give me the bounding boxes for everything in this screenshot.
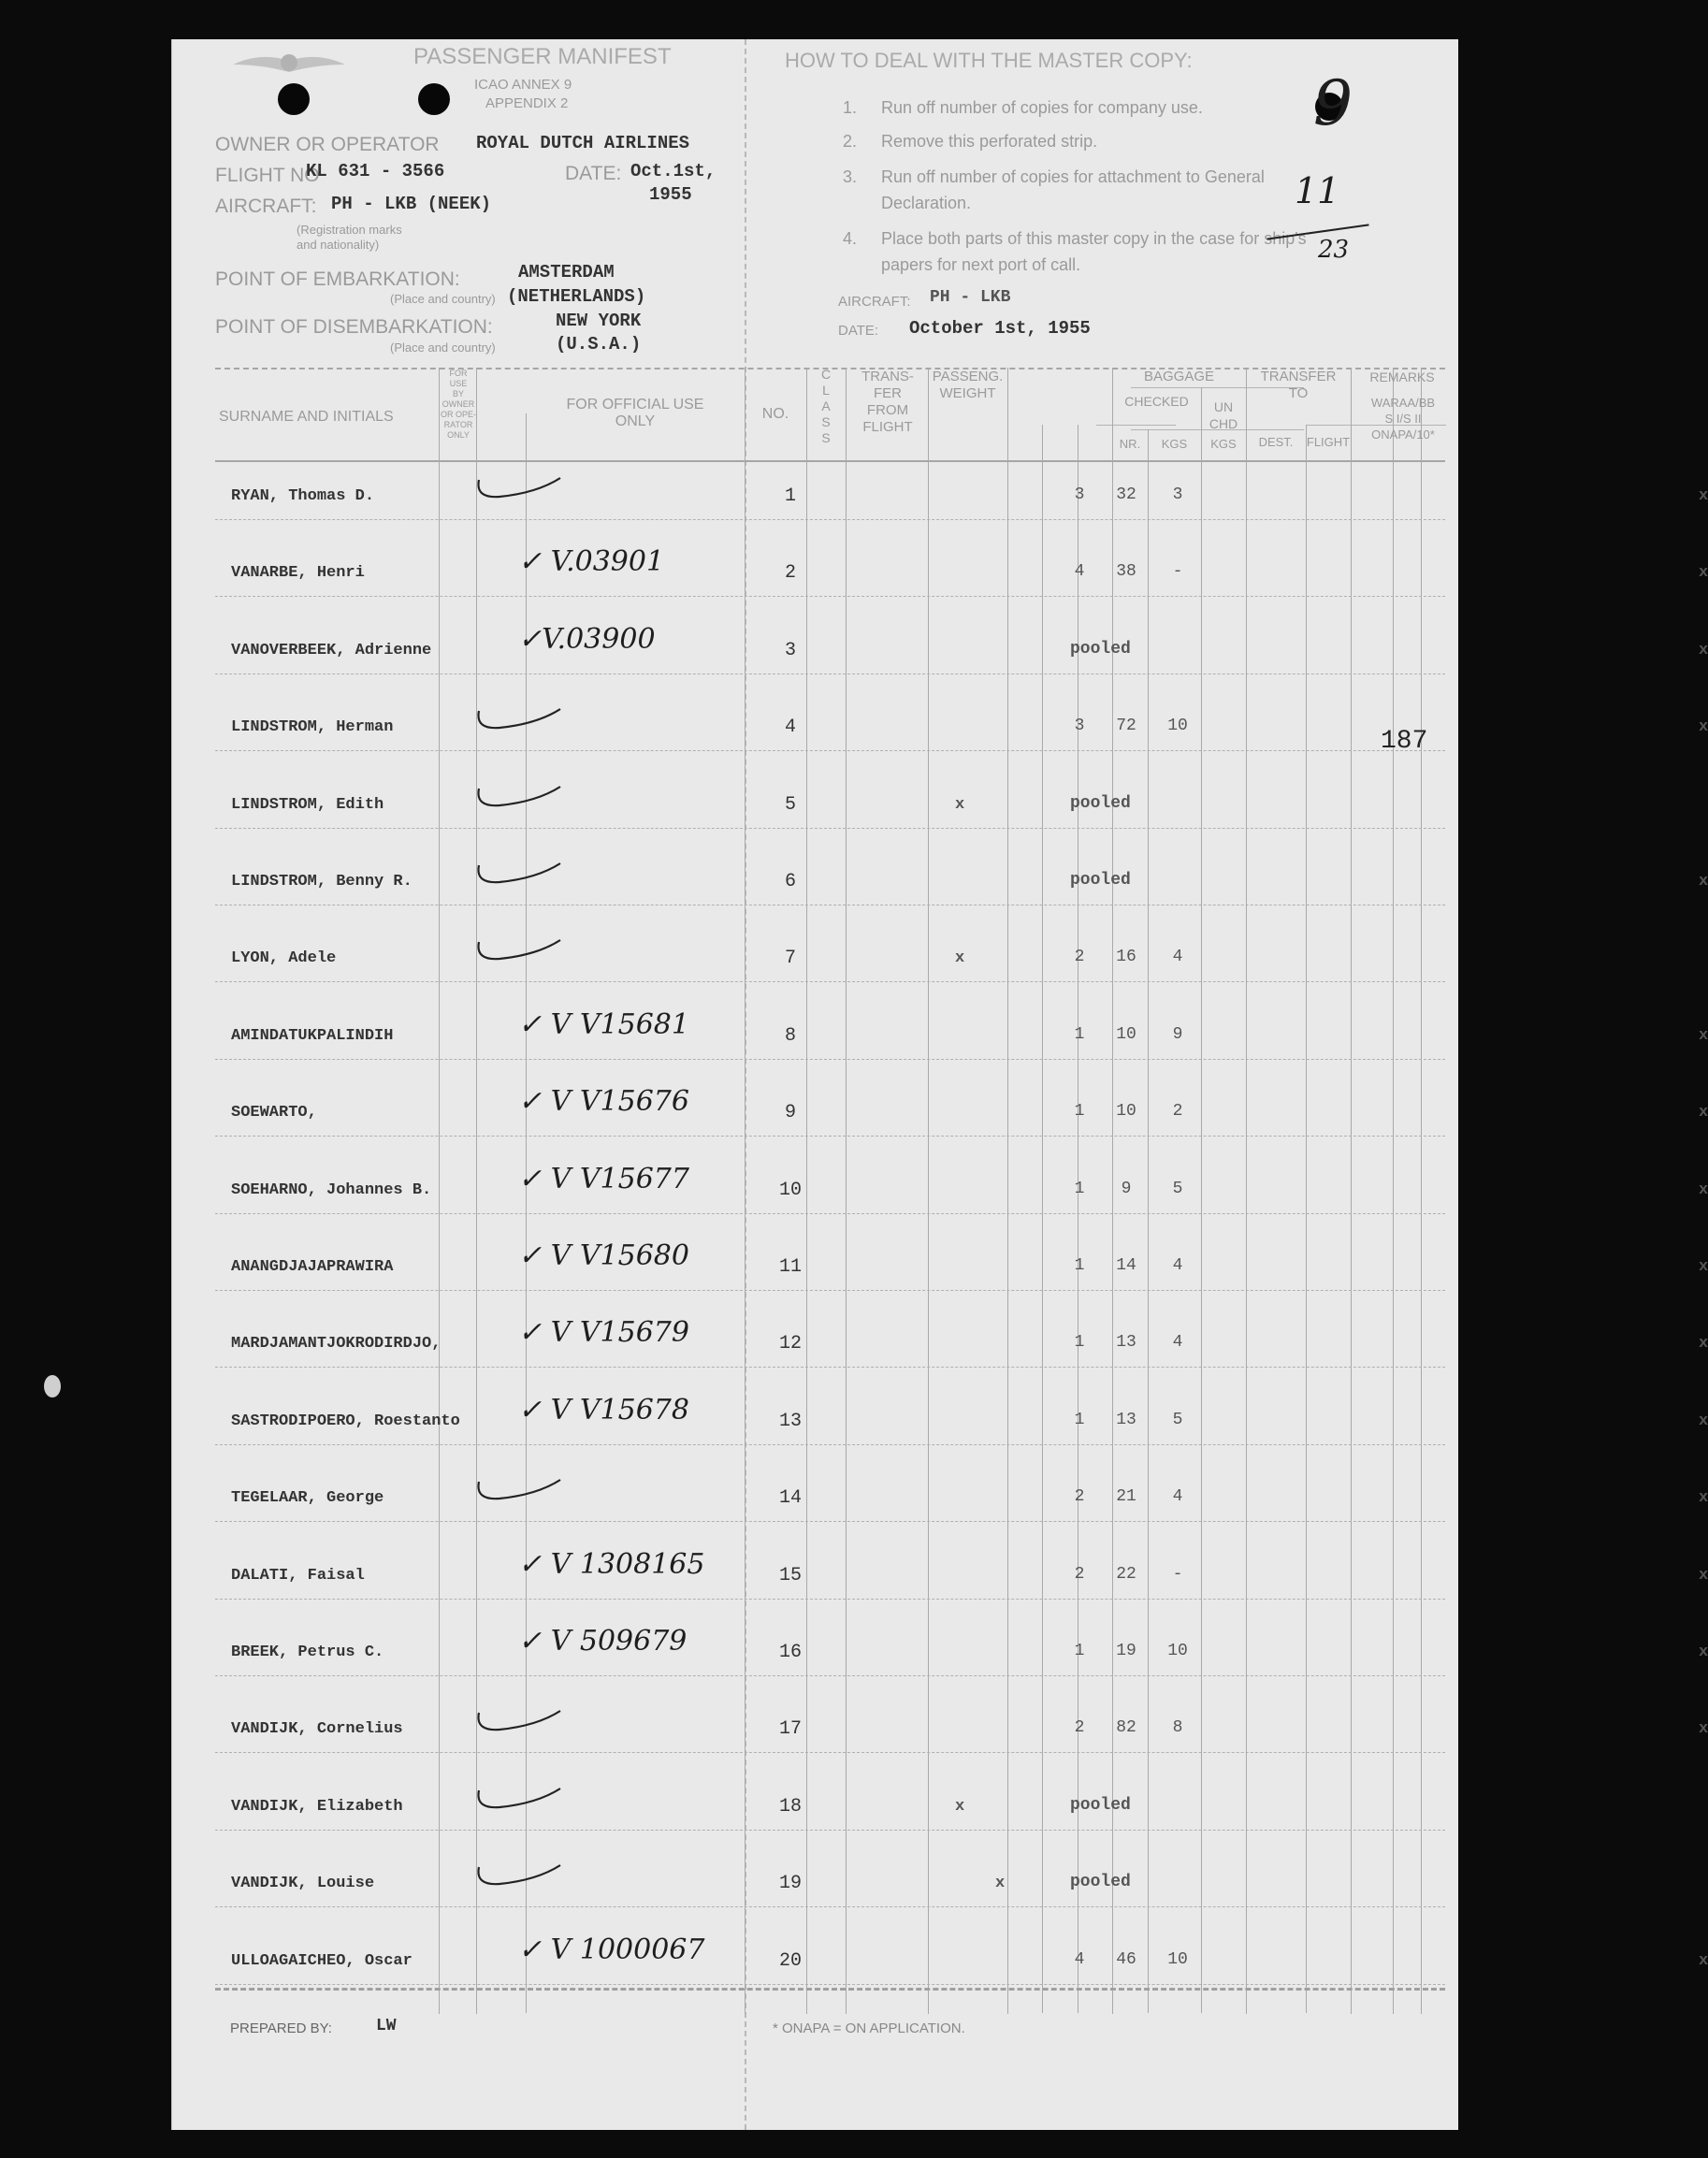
passenger-number: 20 <box>778 1949 802 1972</box>
passenger-row <box>172 1783 1458 1835</box>
table-bottom-rule <box>215 1988 1445 1991</box>
header-checked: CHECKED <box>1124 394 1189 409</box>
header-official-use: FOR OFFICIAL USE ONLY <box>566 397 704 429</box>
disembark-label: POINT OF DISEMBARKATION: <box>215 316 493 338</box>
baggage-kgs: 9 <box>1121 1179 1132 1198</box>
check-tick-icon <box>471 858 565 895</box>
unchecked-kgs: 5 <box>1172 1410 1183 1429</box>
passenger-number: 7 <box>784 948 796 970</box>
row-separator <box>215 1906 1445 1907</box>
passenger-number: 12 <box>778 1333 802 1355</box>
baggage-pieces: 1 <box>1074 1024 1085 1044</box>
airline-wings-icon <box>228 44 350 91</box>
passenger-name: TEGELAAR, George <box>231 1489 384 1508</box>
passenger-number: 17 <box>778 1718 802 1741</box>
date-value: Oct.1st, <box>630 161 716 181</box>
passenger-name: VANOVERBEEK, Adrienne <box>231 641 432 659</box>
weight-mark: x <box>1699 1489 1708 1508</box>
passenger-number: 16 <box>778 1642 802 1663</box>
baggage-kgs: 14 <box>1116 1256 1136 1275</box>
passenger-name: LYON, Adele <box>231 949 337 968</box>
weight-mark: x <box>1699 1180 1708 1199</box>
row-separator <box>215 1290 1445 1291</box>
unchecked-kgs: 8 <box>1172 1718 1183 1738</box>
check-tick-icon <box>471 1860 565 1897</box>
passenger-number: 4 <box>784 717 796 739</box>
row-separator <box>215 1599 1445 1600</box>
baggage-pieces: 4 <box>1074 562 1085 582</box>
embark-label: POINT OF EMBARKATION: <box>215 268 460 290</box>
check-tick-icon <box>471 1474 565 1512</box>
instruction-date-label: DATE: <box>838 323 879 339</box>
row-separator <box>215 1675 1445 1676</box>
instruction-number: 2. <box>843 132 858 151</box>
header-owner-use: FOR USE BY OWNER OR OPE- RATOR ONLY <box>441 369 477 440</box>
flight-label: FLIGHT NO <box>215 165 320 186</box>
punch-hole <box>418 83 450 115</box>
baggage-pieces: 1 <box>1074 1410 1085 1429</box>
row-separator <box>215 1367 1445 1368</box>
official-check-mark: ✓ V V15680 <box>518 1239 689 1272</box>
row-separator <box>215 1984 1445 1985</box>
owner-value: ROYAL DUTCH AIRLINES <box>476 133 690 153</box>
unchecked-kgs: 4 <box>1172 1487 1183 1507</box>
baggage-pieces: 2 <box>1074 1718 1085 1738</box>
weight-mark: x <box>1699 1026 1708 1045</box>
weight-mark: x <box>1699 564 1708 583</box>
header-passenger-weight: PASSENG. WEIGHT <box>932 369 1004 401</box>
check-tick-icon <box>471 703 565 741</box>
passenger-name: AMINDATUKPALINDIH <box>231 1026 394 1045</box>
baggage-kgs: 46 <box>1116 1949 1136 1969</box>
header-remarks-codes: WARAA/BB S I/S II ONAPA/10* <box>1370 396 1436 442</box>
weight-mark: x <box>955 1797 965 1816</box>
header-unchecked: UN CHD <box>1209 399 1238 431</box>
passenger-row <box>172 1547 1708 1604</box>
baggage-kgs: 32 <box>1116 485 1136 504</box>
official-check-mark: ✓ V V15681 <box>518 1007 689 1041</box>
weight-mark: x <box>1699 1335 1708 1354</box>
check-tick-icon <box>471 934 565 972</box>
corner-handwriting: 23 <box>1318 236 1350 264</box>
check-tick-icon <box>471 781 565 818</box>
passenger-row <box>172 545 1708 601</box>
passenger-name: ULLOAGAICHEO, Oscar <box>231 1951 413 1970</box>
passenger-name: LINDSTROM, Benny R. <box>231 873 413 891</box>
passenger-number: 10 <box>778 1179 802 1201</box>
corner-handwriting: 11 <box>1295 170 1340 211</box>
passenger-row <box>172 781 1458 833</box>
passenger-name: SOEHARNO, Johannes B. <box>231 1180 432 1199</box>
official-check-mark: ✓V.03900 <box>518 622 656 656</box>
unchecked-kgs: 9 <box>1172 1024 1183 1044</box>
aircraft-label: AIRCRAFT: <box>215 196 317 217</box>
passenger-row <box>172 1007 1708 1065</box>
passenger-name: BREEK, Petrus C. <box>231 1644 384 1661</box>
header-kgs: KGS <box>1161 437 1188 451</box>
passenger-number: 5 <box>784 793 796 816</box>
weight-mark: x <box>1699 487 1708 505</box>
baggage-kgs: 19 <box>1116 1642 1136 1660</box>
passenger-row <box>172 1162 1708 1219</box>
passenger-row <box>172 1933 1708 1990</box>
baggage-pooled: pooled <box>1070 871 1131 890</box>
instruction-text: Declaration. <box>881 194 972 212</box>
date-label: DATE: <box>565 163 622 184</box>
baggage-pieces: 2 <box>1074 948 1085 967</box>
passenger-number: 19 <box>778 1873 802 1895</box>
official-check-mark: ✓ V V15678 <box>518 1393 689 1427</box>
weight-mark: x <box>1699 1644 1708 1661</box>
passenger-row <box>172 1860 1458 1912</box>
weight-mark: x <box>955 949 965 968</box>
registration-note: (Registration marks <box>297 223 402 237</box>
header-kgs-unchecked: KGS <box>1210 437 1237 451</box>
baggage-pieces: 3 <box>1074 485 1085 504</box>
owner-label: OWNER OR OPERATOR <box>215 134 440 155</box>
passenger-name: VANDIJK, Louise <box>231 1875 375 1893</box>
weight-mark: x <box>1699 1104 1708 1122</box>
passenger-name: VANDIJK, Cornelius <box>231 1720 403 1739</box>
baggage-pooled: pooled <box>1070 1873 1131 1892</box>
row-separator <box>215 596 1445 597</box>
passenger-number: 2 <box>784 562 796 585</box>
instruction-number: 4. <box>843 229 858 248</box>
passenger-number: 8 <box>784 1024 796 1047</box>
passenger-name: MARDJAMANTJOKRODIRDJO, <box>231 1335 441 1354</box>
weight-mark: x <box>1699 1951 1708 1970</box>
unchecked-kgs: 10 <box>1167 717 1188 736</box>
passenger-row <box>172 1393 1708 1450</box>
passenger-number: 6 <box>784 871 796 892</box>
passenger-name: VANDIJK, Elizabeth <box>231 1797 403 1816</box>
row-separator <box>215 673 1445 674</box>
official-check-mark: ✓ V V15679 <box>518 1316 689 1350</box>
passenger-row <box>172 1625 1708 1681</box>
corner-handwriting: 9 <box>1313 67 1353 139</box>
row-separator <box>215 981 1445 982</box>
check-tick-icon <box>471 1705 565 1743</box>
baggage-pieces: 3 <box>1074 717 1085 736</box>
weight-mark: x <box>1699 718 1708 737</box>
instruction-text: Run off number of copies for attachment to General <box>881 167 1265 186</box>
prepared-by-label: PREPARED BY: <box>230 2020 332 2036</box>
passenger-row <box>172 1316 1708 1372</box>
unchecked-kgs: - <box>1172 1564 1183 1584</box>
header-transfer-to: TRANSFER TO <box>1260 369 1337 401</box>
row-separator <box>215 1444 1445 1445</box>
weight-mark: x <box>1699 873 1708 891</box>
instruction-date-value: October 1st, 1955 <box>909 318 1091 339</box>
unchecked-kgs: 4 <box>1172 1256 1183 1275</box>
weight-mark: x <box>1699 1566 1708 1585</box>
instructions-title: HOW TO DEAL WITH THE MASTER COPY: <box>785 49 1193 72</box>
baggage-pieces: 2 <box>1074 1564 1085 1584</box>
official-check-mark: ✓ V 1000067 <box>518 1933 705 1966</box>
row-separator <box>215 519 1445 520</box>
prepared-by-value: LW <box>376 2017 397 2035</box>
official-check-mark: ✓ V.03901 <box>518 545 665 579</box>
baggage-pieces: 1 <box>1074 1642 1085 1660</box>
instruction-text: Place both parts of this master copy in the case for ship's <box>881 229 1307 248</box>
header-dest: DEST. <box>1258 435 1294 449</box>
annex-label: ICAO ANNEX 9 <box>474 77 572 93</box>
passenger-row <box>172 1085 1708 1141</box>
baggage-pooled: pooled <box>1070 793 1131 813</box>
baggage-kgs: 13 <box>1116 1333 1136 1353</box>
baggage-pieces: 1 <box>1074 1256 1085 1275</box>
weight-header-rule <box>1096 425 1176 426</box>
passenger-row <box>172 1705 1708 1758</box>
header-surname: SURNAME AND INITIALS <box>219 409 394 425</box>
instruction-text: Run off number of copies for company use. <box>881 98 1203 117</box>
unchecked-kgs: 10 <box>1167 1642 1188 1660</box>
margin-mark <box>44 1375 61 1398</box>
row-separator <box>215 1521 1445 1522</box>
row-separator <box>215 1213 1445 1214</box>
passenger-name: SOEWARTO, <box>231 1104 317 1122</box>
weight-mark: x <box>1699 1412 1708 1430</box>
passenger-name: LINDSTROM, Herman <box>231 718 394 737</box>
passenger-row <box>172 703 1708 756</box>
instruction-text: Remove this perforated strip. <box>881 132 1098 151</box>
flight-value: KL 631 - 3566 <box>306 161 445 181</box>
official-check-mark: ✓ V 1308165 <box>518 1547 705 1581</box>
weight-mark: x <box>1699 641 1708 659</box>
baggage-pieces: 1 <box>1074 1102 1085 1122</box>
row-separator <box>215 1136 1445 1137</box>
baggage-kgs: 21 <box>1116 1487 1136 1507</box>
unchecked-kgs: 3 <box>1172 485 1183 504</box>
passenger-name: ANANGDJAJAPRAWIRA <box>231 1258 394 1276</box>
passenger-number: 15 <box>778 1564 802 1586</box>
baggage-pooled: pooled <box>1070 639 1131 659</box>
unchecked-kgs: 4 <box>1172 1333 1183 1353</box>
instruction-text: papers for next port of call. <box>881 255 1081 274</box>
passenger-number: 14 <box>778 1487 802 1510</box>
passenger-name: RYAN, Thomas D. <box>231 487 375 505</box>
weight-mark: x <box>1699 1258 1708 1276</box>
header-nr: NR. <box>1119 437 1141 451</box>
check-tick-icon <box>471 1783 565 1820</box>
header-class: C L A S S <box>820 367 832 445</box>
row-separator <box>215 1830 1445 1831</box>
manifest-sheet <box>171 39 1708 2130</box>
disembark-note: (Place and country) <box>390 340 496 355</box>
passenger-row <box>172 1474 1708 1527</box>
unchecked-kgs: 5 <box>1172 1179 1183 1198</box>
instruction-aircraft-label: AIRCRAFT: <box>838 294 911 310</box>
passenger-number: 1 <box>784 485 796 507</box>
passenger-number: 18 <box>778 1795 802 1818</box>
remarks-number: 187 <box>1381 727 1428 756</box>
unchecked-kgs: 2 <box>1172 1102 1183 1122</box>
table-header-bottom-rule <box>215 460 1445 462</box>
header-no: NO. <box>761 406 789 422</box>
passenger-name: VANARBE, Henri <box>231 564 365 583</box>
baggage-pieces: 1 <box>1074 1179 1085 1198</box>
disembark-value: NEW YORK <box>556 311 642 331</box>
baggage-kgs: 82 <box>1116 1718 1136 1738</box>
passenger-name: LINDSTROM, Edith <box>231 795 384 814</box>
header-remarks: REMARKS <box>1369 369 1435 384</box>
onapa-note: * ONAPA = ON APPLICATION. <box>773 2020 965 2036</box>
passenger-number: 13 <box>778 1410 802 1432</box>
baggage-pieces: 2 <box>1074 1487 1085 1507</box>
passenger-row <box>172 472 1708 525</box>
instruction-number: 3. <box>843 167 858 186</box>
appendix-label: APPENDIX 2 <box>485 95 569 111</box>
aircraft-value: PH - LKB (NEEK) <box>331 194 492 214</box>
date-year: 1955 <box>649 184 692 205</box>
baggage-kgs: 22 <box>1116 1564 1136 1584</box>
weight-mark: x <box>1699 1720 1708 1739</box>
baggage-kgs: 10 <box>1116 1102 1136 1122</box>
embark-country: (NETHERLANDS) <box>507 286 646 307</box>
row-separator <box>215 750 1445 751</box>
passenger-row <box>172 934 1458 987</box>
official-check-mark: ✓ V V15676 <box>518 1085 689 1119</box>
header-flight: FLIGHT <box>1306 435 1351 449</box>
official-check-mark: ✓ V V15677 <box>518 1162 689 1195</box>
header-transfer-from: TRANS- FER FROM FLIGHT <box>861 369 914 435</box>
weight-mark: x <box>995 1875 1006 1893</box>
embark-note: (Place and country) <box>390 292 496 306</box>
embark-value: AMSTERDAM <box>518 262 615 282</box>
row-separator <box>215 828 1445 829</box>
unchecked-kgs: - <box>1172 562 1183 582</box>
row-separator <box>215 1059 1445 1060</box>
manifest-title: PASSENGER MANIFEST <box>413 44 672 69</box>
passenger-number: 3 <box>784 639 796 661</box>
baggage-pieces: 1 <box>1074 1333 1085 1353</box>
baggage-kgs: 38 <box>1116 562 1136 582</box>
check-tick-icon <box>471 472 565 510</box>
unchecked-kgs: 10 <box>1167 1949 1188 1969</box>
header-baggage: BAGGAGE <box>1143 369 1215 384</box>
baggage-kgs: 10 <box>1116 1024 1136 1044</box>
passenger-name: DALATI, Faisal <box>231 1566 365 1585</box>
baggage-kgs: 16 <box>1116 948 1136 967</box>
baggage-kgs: 13 <box>1116 1410 1136 1429</box>
passenger-number: 9 <box>784 1102 796 1124</box>
passenger-row <box>172 622 1708 679</box>
baggage-kgs: 72 <box>1116 717 1136 736</box>
official-check-mark: ✓ V 509679 <box>518 1625 688 1658</box>
passenger-name: SASTRODIPOERO, Roestanto <box>231 1412 460 1430</box>
baggage-pooled: pooled <box>1070 1795 1131 1815</box>
instruction-aircraft-value: PH - LKB <box>930 288 1011 307</box>
passenger-number: 11 <box>778 1256 802 1278</box>
unchecked-kgs: 4 <box>1172 948 1183 967</box>
passenger-row <box>172 1239 1708 1296</box>
instruction-number: 1. <box>843 98 858 117</box>
baggage-pieces: 4 <box>1074 1949 1085 1969</box>
row-separator <box>215 1752 1445 1753</box>
registration-note: and nationality) <box>297 238 380 252</box>
passenger-row <box>172 858 1708 910</box>
disembark-country: (U.S.A.) <box>556 334 642 355</box>
weight-mark: x <box>955 795 965 814</box>
